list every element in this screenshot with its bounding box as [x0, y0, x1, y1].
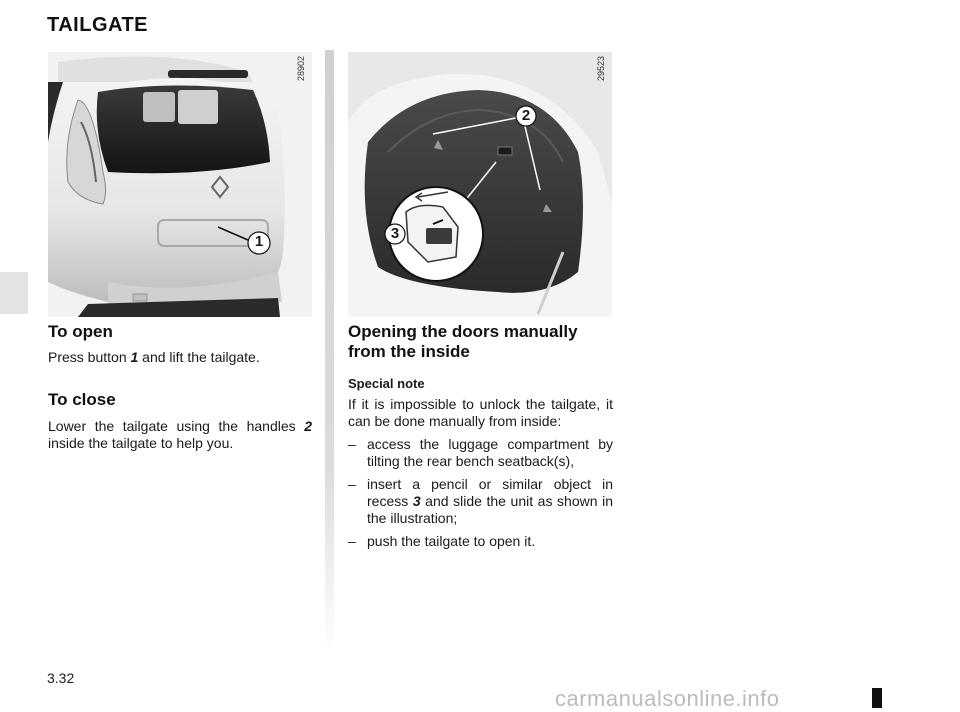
section-title: TAILGATE [47, 14, 149, 36]
to-close-text-part: Lower the tailgate using the handles [48, 418, 305, 434]
chapter-side-tab [0, 272, 28, 314]
special-note-intro: If it is impossible to unlock the tailgate, it can be done manually from inside: [348, 396, 613, 429]
list-item-text: access the luggage compartment by tilting the rear bench seatback(s), [367, 436, 613, 469]
tailgate-interior-illustration [348, 52, 612, 317]
to-open-text [48, 349, 312, 366]
list-dash: – [348, 533, 356, 549]
to-open-text-part: Press button [48, 349, 131, 365]
image-ref-code: 29523 [596, 56, 606, 82]
tailgate-interior-photo [348, 52, 612, 317]
list-item-text [367, 476, 613, 527]
manual-opening-heading: Opening the doors manually from the inside [348, 322, 578, 361]
right-text-column [348, 322, 613, 550]
image-ref-code: 28902 [296, 56, 306, 82]
special-note-label: Special note [348, 376, 425, 391]
to-close-heading: To close [48, 390, 116, 409]
list-item-text-part: insert a pencil or similar object in recess [367, 476, 613, 509]
watermark: carmanualsonline.info [555, 686, 780, 711]
list-item-text-part: and slide the unit as shown in the illustration; [367, 493, 613, 526]
list-item-text: push the tailgate to open it. [367, 533, 536, 549]
to-close-text [48, 418, 312, 452]
corner-mark [872, 688, 882, 708]
to-open-heading: To open [48, 322, 113, 341]
ref-number: 3 [412, 493, 421, 509]
to-close-text-part: inside the tailgate to help you. [48, 435, 234, 451]
left-text-column [48, 322, 312, 452]
tailgate-exterior-photo [48, 52, 312, 317]
list-dash: – [348, 436, 356, 452]
page-number: 3.32 [47, 670, 75, 686]
callout-3: 3 [390, 225, 400, 242]
car-rear-illustration [48, 52, 312, 317]
list-item [348, 533, 613, 550]
list-item [348, 436, 613, 470]
callout-1: 1 [254, 233, 264, 250]
ref-number: 2 [304, 418, 312, 434]
to-open-text-part: and lift the tailgate. [138, 349, 260, 365]
list-dash: – [348, 476, 356, 492]
column-divider [325, 50, 334, 650]
list-item [348, 476, 613, 527]
callout-2: 2 [521, 107, 531, 124]
ref-number: 1 [130, 349, 139, 365]
